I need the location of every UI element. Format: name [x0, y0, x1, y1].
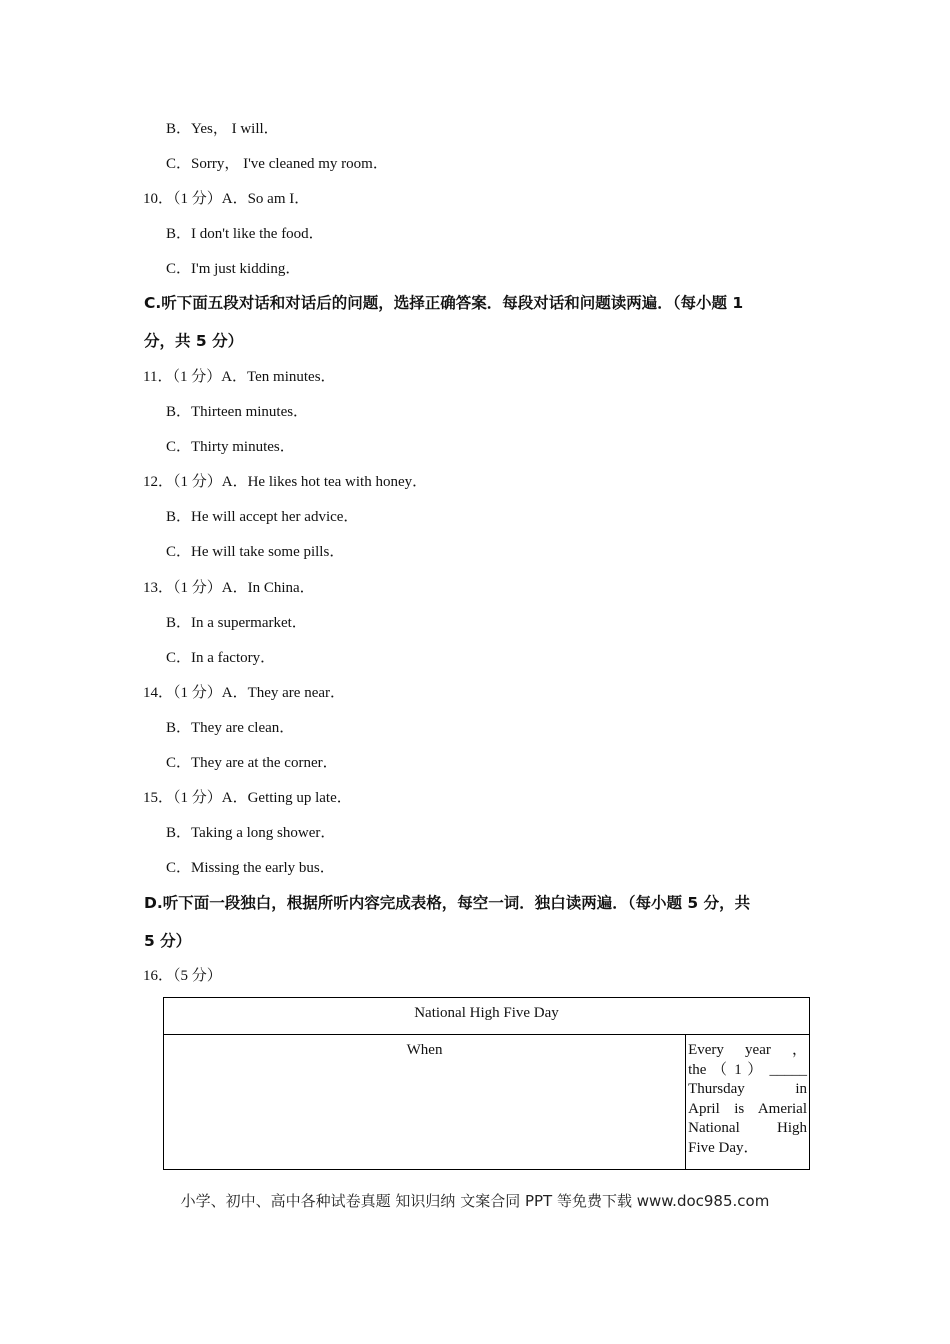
- option-15-c: C．Missing the early bus．: [166, 860, 335, 876]
- option-9-c: C．Sorry， I've cleaned my room．: [166, 156, 388, 172]
- table-answer-cell: [686, 1035, 810, 1170]
- question-14: 14．（1 分）A．They are near．: [143, 685, 346, 701]
- question-12: 12．（1 分）A．He likes hot tea with honey．: [143, 474, 428, 490]
- option-10-b: B．I don't like the food．: [166, 226, 324, 242]
- option-15-b: B．Taking a long shower．: [166, 825, 336, 841]
- page-footer: 小学、初中、高中各种试卷真题 知识归纳 文案合同 PPT 等免费下载 www.doc985.com: [180, 1192, 770, 1210]
- section-c-heading: [144, 284, 810, 360]
- section-d-line-1: D.听下面一段独白，根据所听内容完成表格，每空一词．独白读两遍．（每小题 5 分，共: [144, 894, 751, 912]
- answer-line: Thursday in: [688, 1081, 807, 1097]
- answer-line: Five Day．: [688, 1139, 759, 1156]
- table-row-label: When: [164, 1035, 686, 1170]
- question-10: 10．（1 分）A．So am I．: [143, 191, 310, 207]
- option-13-b: B．In a supermarket．: [166, 615, 307, 631]
- section-c-line-1: C.听下面五段对话和对话后的问题，选择正确答案．每段对话和问题读两遍．（每小题 1: [144, 294, 744, 312]
- section-c-line-2: 分，共 5 分）: [144, 332, 244, 350]
- option-13-c: C．In a factory．: [166, 650, 276, 666]
- section-d-line-2: 5 分）: [144, 932, 192, 950]
- option-14-c: C．They are at the corner．: [166, 755, 338, 771]
- option-10-c: C．I'm just kidding．: [166, 261, 301, 277]
- answer-line: Every year ，: [688, 1042, 807, 1058]
- option-12-b: B．He will accept her advice．: [166, 509, 359, 525]
- answer-line: April is Amerial: [688, 1100, 807, 1117]
- table-caption: National High Five Day: [164, 998, 810, 1035]
- section-d-heading: [144, 884, 810, 960]
- option-11-b: B．Thirteen minutes．: [166, 404, 309, 420]
- answer-line: National High: [688, 1120, 807, 1136]
- option-12-c: C．He will take some pills．: [166, 544, 345, 560]
- info-table: [163, 997, 810, 1170]
- question-16: 16．（5 分）: [143, 968, 222, 984]
- question-11: 11．（1 分）A．Ten minutes．: [143, 369, 336, 385]
- option-11-c: C．Thirty minutes．: [166, 439, 295, 455]
- option-9-b: B．Yes， I will．: [166, 121, 279, 137]
- answer-line: the （ 1 ） _____: [688, 1061, 807, 1078]
- question-15: 15．（1 分）A．Getting up late．: [143, 790, 352, 806]
- option-14-b: B．They are clean．: [166, 720, 295, 736]
- question-13: 13．（1 分）A．In China．: [143, 580, 315, 596]
